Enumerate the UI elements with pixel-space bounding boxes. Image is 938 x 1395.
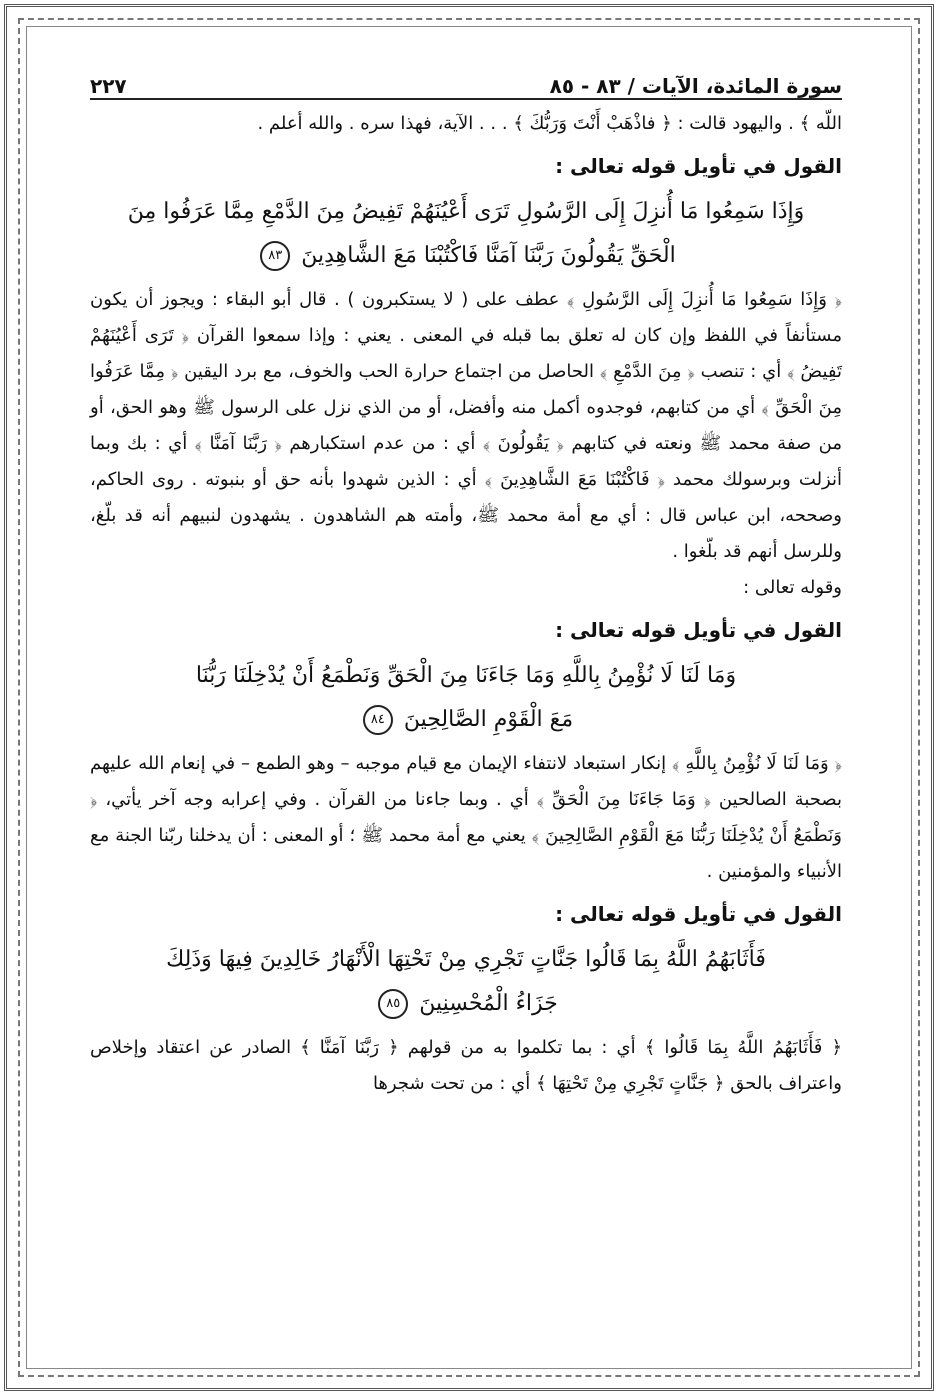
verse-number-84: ٨٤ <box>363 705 393 735</box>
paragraph-5: ﴿ فَأَثَابَهُمُ اللَّهُ بِمَا قَالُوا ﴾ أي : بما تكلموا به من قولهم ﴿ رَبَّنَا آمَنَّا ﴾ الصادر عن اعتقاد وإخلاص واعتراف بالحق ﴿ جَنَّاتٍ تَجْرِي مِنْ تَحْتِهَا ﴾ أي : من تحت شجرها <box>90 1037 842 1094</box>
verse-number-85: ٨٥ <box>378 989 408 1019</box>
section-heading-2: القول في تأويل قوله تعالى : <box>555 618 842 642</box>
verse-85 <box>90 938 842 1026</box>
verse-84 <box>90 654 842 742</box>
verse-84-line-1: وَمَا لَنَا لَا نُؤْمِنُ بِاللَّهِ وَمَا جَاءَنَا مِنَ الْحَقِّ وَنَطْمَعُ أَنْ يُدْخِلَنَا رَبُّنَا <box>195 663 737 688</box>
paragraph-1: اللّه ﴾ . واليهود قالت : ﴿ فاذْهَبْ أَنْتَ وَرَبُّكَ ﴾ . . . الآية، فهذا سره . والله أعلم . <box>257 113 842 134</box>
paragraph-2: ﴿ وَإِذَا سَمِعُوا مَا أُنزِلَ إِلَى الرَّسُولِ ﴾ عطف على ( لا يستكبرون ) . قال أبو البقاء : ويجوز أن يكون مستأنفاً في اللفظ وإن كان له تعلق بما قبله في المعنى . يعني : وإذا سمعوا القرآن ﴿ تَرَى أَعْيُنَهُمْ تَفِيضُ ﴾ أي : تنصب ﴿ مِنَ الدَّمْعِ ﴾ الحاصل من اجتماع حرارة الحب والخوف، مع برد اليقين ﴿ مِمَّا عَرَفُوا مِنَ الْحَقِّ ﴾ أي من كتابهم، فوجدوه أكمل منه وأفضل، أو من الذي نزل على الرسول ﷺ وهو الحق، أو من صفة محمد ﷺ ونعته في كتابهم ﴿ يَقُولُونَ ﴾ أي : من عدم استكبارهم ﴿ رَبَّنَا آمَنَّا ﴾ أي : بك وبما أنزلت وبرسولك محمد ﴿ فَاكْتُبْنَا مَعَ الشَّاهِدِينَ ﴾ أي : الذين شهدوا بأنه حق أو بنبوته . روى الحاكم، وصححه، ابن عباس قال : أي مع أمة محمد ﷺ، وأمته هم الشاهدون . يشهدون لنبيهم أنه قد بلّغ، وللرسل أنهم قد بلّغوا . <box>90 289 842 562</box>
verse-85-line-2 <box>90 982 842 1026</box>
verse-83-text: الْحَقِّ يَقُولُونَ رَبَّنَا آمَنَّا فَاكْتُبْنَا مَعَ الشَّاهِدِينَ <box>301 243 676 268</box>
verse-83 <box>90 190 842 278</box>
running-title: سورة المائدة، الآيات / ٨٣ - ٨٥ <box>549 74 842 98</box>
book-page <box>90 60 842 1330</box>
verse-85-line-1: فَأَثَابَهُمُ اللَّهُ بِمَا قَالُوا جَنَّاتٍ تَجْرِي مِنْ تَحْتِهَا الْأَنْهَارُ خَالِدِينَ فِيهَا وَذَلِكَ <box>166 947 766 972</box>
paragraph-4: ﴿ وَمَا لَنَا لَا نُؤْمِنُ بِاللَّهِ ﴾ إنكار استبعاد لانتفاء الإيمان مع قيام موجبه – وهو الطمع – في إنعام الله عليهم بصحبة الصالحين ﴿ وَمَا جَاءَنَا مِنَ الْحَقِّ ﴾ أي . وبما جاءنا من القرآن . وفي إعرابه وجه آخر يأتي، ﴿ وَنَطْمَعُ أَنْ يُدْخِلَنَا رَبُّنَا مَعَ الْقَوْمِ الصَّالِحِينَ ﴾ يعني مع أمة محمد ﷺ ؛ أو المعنى : أن يدخلنا ربّنا الجنة مع الأنبياء والمؤمنين . <box>90 753 842 882</box>
verse-84-line-2 <box>90 698 842 742</box>
section-heading-1: القول في تأويل قوله تعالى : <box>555 154 842 178</box>
verse-83-line-1: وَإِذَا سَمِعُوا مَا أُنزِلَ إِلَى الرَّسُولِ تَرَى أَعْيُنَهُمْ تَفِيضُ مِنَ الدَّمْعِ مِمَّا عَرَفُوا مِنَ <box>127 199 805 224</box>
verse-85-text: جَزَاءُ الْمُحْسِنِينَ <box>419 991 558 1016</box>
paragraph-3: وقوله تعالى : <box>743 577 842 598</box>
section-heading-3: القول في تأويل قوله تعالى : <box>555 902 842 926</box>
page-number: ٢٢٧ <box>90 74 127 98</box>
page-header <box>90 60 842 100</box>
verse-83-line-2 <box>90 234 842 278</box>
verse-number-83: ٨٣ <box>260 241 290 271</box>
verse-84-text: مَعَ الْقَوْمِ الصَّالِحِينَ <box>403 707 574 732</box>
